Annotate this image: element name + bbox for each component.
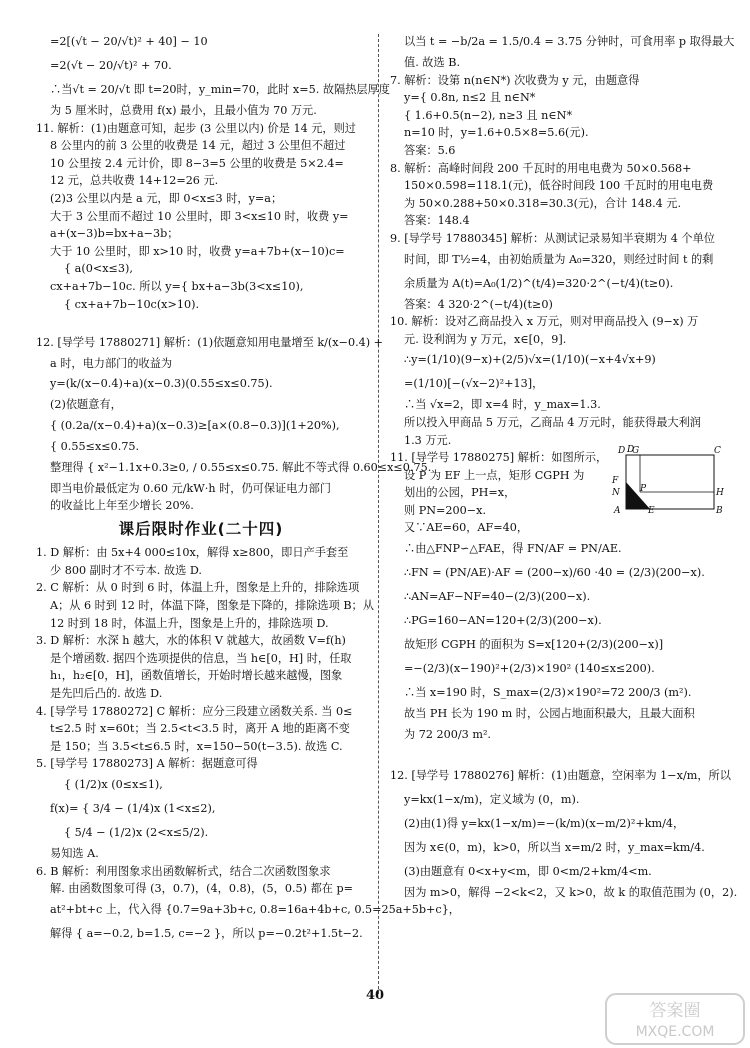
answer-line: 答案：148.4 (404, 214, 470, 228)
text-line: ∴AN=AF−NF=40−(2/3)(200−x). (404, 590, 591, 604)
section-heading: 课后限时作业(二十四) (118, 519, 284, 538)
text-line: ∴PG=160−AN=120+(2/3)(200−x). (404, 614, 602, 628)
text-line: 8 公里内的前 3 公里的收费是 14 元，超过 3 公里但不超过 (50, 139, 346, 153)
text-line: ∴FN = (PN/AE)·AF = (200−x)/60 ·40 = (2/3)(200−x). (404, 566, 705, 580)
text-line: 11. 解析：(1)由题意可知，起步 (3 公里以内) 价是 14 元，则过 (36, 121, 356, 135)
text-line: { (1/2)x (0≤x≤1), (64, 778, 163, 791)
text-line: 是 150；当 3.5<t≤6.5 时，x=150−50(t−3.5). 故选 C. (50, 739, 343, 753)
text-line: 7. 解析：设第 n(n∈N*) 次收费为 y 元，由题意得 (390, 73, 640, 87)
text-line: 10 公里按 2.4 元计价，即 8−3=5 公里的收费是 5×2.4= (50, 156, 344, 170)
text-line: 3. D 解析：水深 h 越大，水的体积 V 就越大，故函数 V=f(h) (36, 634, 346, 648)
label-D: D (618, 446, 626, 456)
text-line: y=kx(1−x/m)，定义域为 (0，m). (404, 793, 580, 807)
text-line: { 1.6+0.5(n−2), n≥3 且 n∈N* (404, 108, 573, 122)
text-line: 是个增函数. 据四个选项提供的信息，当 h∈[0，H] 时，任取 (50, 651, 352, 665)
text-line: 解. 由函数图象可得 (3，0.7)，(4，0.8)，(5，0.5) 都在 p= (50, 882, 354, 896)
text-line: 8. 解析：高峰时间段 200 千瓦时的用电电费为 50×0.568+ (390, 161, 692, 175)
text-line: 设 P 为 EF 上一点，矩形 CGPH 为 (404, 468, 585, 482)
text-line: y={ 0.8n, n≤2 且 n∈N* (404, 91, 536, 105)
figure-labels (612, 446, 732, 518)
text-line: at²+bt+c 上，代入得 {0.7=9a+3b+c, 0.8=16a+4b+c, 0.5=25a+5b+c}， (50, 902, 460, 916)
text-line: 时间，即 T½=4，由初始质量为 A₀=320，则经过时间 t 的剩 (404, 252, 714, 266)
label-P: P (640, 484, 647, 494)
text-line: ∴当√t = 20/√t 即 t=20时，y_min=70，此时 x=5. 故隔热层厚度 (50, 83, 390, 96)
text-line: 即当电价最低定为 0.60 元/kW·h 时，仍可保证电力部门 (50, 481, 331, 495)
answer-line: 答案：4 320·2^(−t/4)(t≥0) (404, 297, 553, 311)
text-line: =2[(√t − 20/√t)² + 40] − 10 (50, 35, 208, 48)
text-line: =(1/10)[−(√x−2)²+13]， (404, 377, 544, 391)
text-line: { cx+a+7b−10c(x>10). (64, 297, 200, 311)
spacer (390, 747, 720, 765)
text-line: 为 50×0.288+50×0.318=30.3(元)，合计 148.4 元. (404, 196, 682, 210)
label-F: F (612, 476, 619, 486)
text-line: 4. [导学号 17880272] C 解析：应分三段建立函数关系. 当 0≤ (36, 704, 353, 718)
text-line: 1.3 万元. (404, 433, 452, 447)
svg-text:答案圈: 答案圈 (649, 1001, 701, 1021)
watermark-logo (600, 990, 750, 1048)
text-line: 少 800 副时才不亏本. 故选 D. (50, 563, 202, 577)
label-H: H (716, 488, 724, 498)
text-line: 12. [导学号 17880271] 解析：(1)依题意知用电量增至 k/(x−0.4) + (36, 335, 384, 349)
text-line: a+(x−3)b=bx+a−3b； (50, 227, 179, 241)
text-line: a 时，电力部门的收益为 (50, 356, 173, 370)
text-line: (2)依题意有， (50, 398, 122, 412)
text-line: 大于 10 公里时，即 x>10 时，收费 y=a+7b+(x−10)c= (50, 244, 345, 258)
text-line: { (0.2a/(x−0.4)+a)(x−0.3)≥[a×(0.8−0.3)](1+20%), (50, 418, 340, 432)
text-line: 值. 故选 B. (404, 56, 461, 69)
text-line: { 5/4 − (1/2)x (2<x≤5/2). (64, 826, 209, 839)
text-line: ∴当 √x=2，即 x=4 时，y_max=1.3. (404, 398, 601, 412)
text-line: 因为 x∈(0，m)，k>0，所以当 x=m/2 时，y_max=km/4. (404, 841, 705, 855)
text-line: 整理得 { x²−1.1x+0.3≥0, / 0.55≤x≤0.75. 解此不等式得 0.60≤x≤0.75. (50, 460, 432, 474)
text-line: f(x)= { 3/4 − (1/4)x (1<x≤2), (50, 802, 216, 815)
text-line: 150×0.598=118.1(元)，低谷时间段 100 千瓦时的用电电费 (404, 179, 714, 193)
text-line: { a(0<x≤3), (64, 262, 133, 276)
text-line: 9. [导学号 17880345] 解析：从测试记录易知半衰期为 4 个单位 (390, 231, 715, 245)
text-line: cx+a+7b−10c. 所以 y={ bx+a−3b(3<x≤10), (50, 279, 304, 293)
text-line: ∴当 x=190 时，S_max=(2/3)×190²=72 200/3 (m²). (404, 686, 692, 700)
text-line: =−(2/3)(x−190)²+(2/3)×190² (140≤x≤200). (404, 662, 655, 676)
text-line: 11. [导学号 17880275] 解析：如图所示， (390, 451, 608, 465)
text-line: 易知选 A. (50, 847, 99, 860)
text-line: 的收益比上年至少增长 20%. (50, 499, 194, 513)
text-line: (2)3 公里以内是 a 元，即 0<x≤3 时，y=a； (50, 191, 283, 205)
text-line: ∴y=(1/10)(9−x)+(2/5)√x=(1/10)(−x+4√x+9) (404, 353, 656, 367)
text-line: 以当 t = −b/2a = 1.5/0.4 = 3.75 分钟时，可食用率 p 取得最大 (404, 35, 735, 48)
text-line: 余质量为 A(t)=A₀(1/2)^(t/4)=320·2^(−t/4)(t≥0). (404, 276, 674, 290)
text-line: 是先凹后凸的. 故选 D. (50, 687, 163, 701)
text-line: 5. [导学号 17880273] A 解析：据题意可得 (36, 757, 258, 771)
text-line: { 0.55≤x≤0.75. (50, 439, 140, 453)
text-line: 2. C 解析：从 0 时到 6 时，体温上升，图象是上升的，排除选项 (36, 581, 360, 595)
label-B: B (716, 506, 723, 516)
label-G: G (632, 446, 640, 456)
text-line: 故当 PH 长为 190 m 时，公园占地面积最大，且最大面积 (404, 707, 695, 721)
label-D: D (627, 445, 635, 455)
page-number: 40 (365, 988, 385, 1003)
text-line: n=10 时，y=1.6+0.5×8=5.6(元). (404, 126, 589, 140)
text-line: ∴由△FNP∽△FAE，得 FN/AF = PN/AE. (404, 542, 622, 556)
text-line: (2)由(1)得 y=kx(1−x/m)=−(k/m)(x−m/2)²+km/4， (404, 817, 685, 831)
label-N: N (612, 488, 620, 498)
text-line: 又∵AE=60，AF=40， (404, 521, 529, 535)
spacer (36, 313, 366, 331)
text-line: h₁，h₂∈[0，H]，函数值增长，开始时增长越来越慢，图象 (50, 669, 343, 683)
label-E: E (648, 506, 655, 516)
text-line: 12. [导学号 17880276] 解析：(1)由题意，空闲率为 1−x/m，所以 (390, 769, 731, 783)
text-line: 所以投入甲商品 5 万元，乙商品 4 万元时，能获得最大利润 (404, 415, 701, 429)
answer-line: 答案：5.6 (404, 143, 456, 157)
text-line: =2(√t − 20/√t)² + 70. (50, 59, 172, 72)
text-line: 划出的公园，PH=x， (404, 486, 516, 500)
text-line: 10. 解析：设对乙商品投入 x 万元，则对甲商品投入 (9−x) 万 (390, 315, 699, 329)
text-line: 故矩形 CGPH 的面积为 S=x[120+(2/3)(200−x)] (404, 638, 664, 652)
text-line: 12 时到 18 时，体温上升，图象是上升的，排除选项 D. (50, 616, 329, 630)
text-line: 为 5 厘米时，总费用 f(x) 最小，且最小值为 70 万元. (50, 104, 317, 117)
column-divider (378, 34, 379, 994)
text-line: 1. D 解析：由 5x+4 000≤10x，解得 x≥800，即日产手套至 (36, 546, 349, 560)
svg-text:MXQE.COM: MXQE.COM (635, 1024, 715, 1040)
text-line: A；从 6 时到 12 时，体温下降，图象是下降的，排除选项 B；从 (50, 599, 374, 613)
text-line: t≤2.5 时 x=60t；当 2.5<t<3.5 时，离开 A 地的距离不变 (50, 722, 350, 736)
text-line: 6. B 解析：利用图象求出函数解析式，结合二次函数图象求 (36, 864, 331, 878)
text-line: 元. 设利润为 y 万元，x∈[0，9]. (404, 332, 567, 346)
text-line: 因为 m>0，解得 −2<k<2，又 k>0，故 k 的取值范围为 (0，2). (404, 886, 738, 900)
text-line: 12 元，总共收费 14+12=26 元. (50, 174, 219, 188)
label-A: A (614, 506, 621, 516)
text-line: 解得 { a=−0.2, b=1.5, c=−2 }，所以 p=−0.2t²+1.5t−2. (50, 926, 363, 940)
text-line: (3)由题意有 0<x+y<m，即 0<m/2+km/4<m. (404, 865, 652, 879)
text-line: 则 PN=200−x. (404, 503, 487, 517)
text-line: 大于 3 公里而不超过 10 公里时，即 3<x≤10 时，收费 y= (50, 209, 349, 223)
text-line: 为 72 200/3 m². (404, 727, 491, 741)
text-line: y=(k/(x−0.4)+a)(x−0.3)(0.55≤x≤0.75). (50, 377, 273, 391)
label-C: C (714, 446, 721, 456)
